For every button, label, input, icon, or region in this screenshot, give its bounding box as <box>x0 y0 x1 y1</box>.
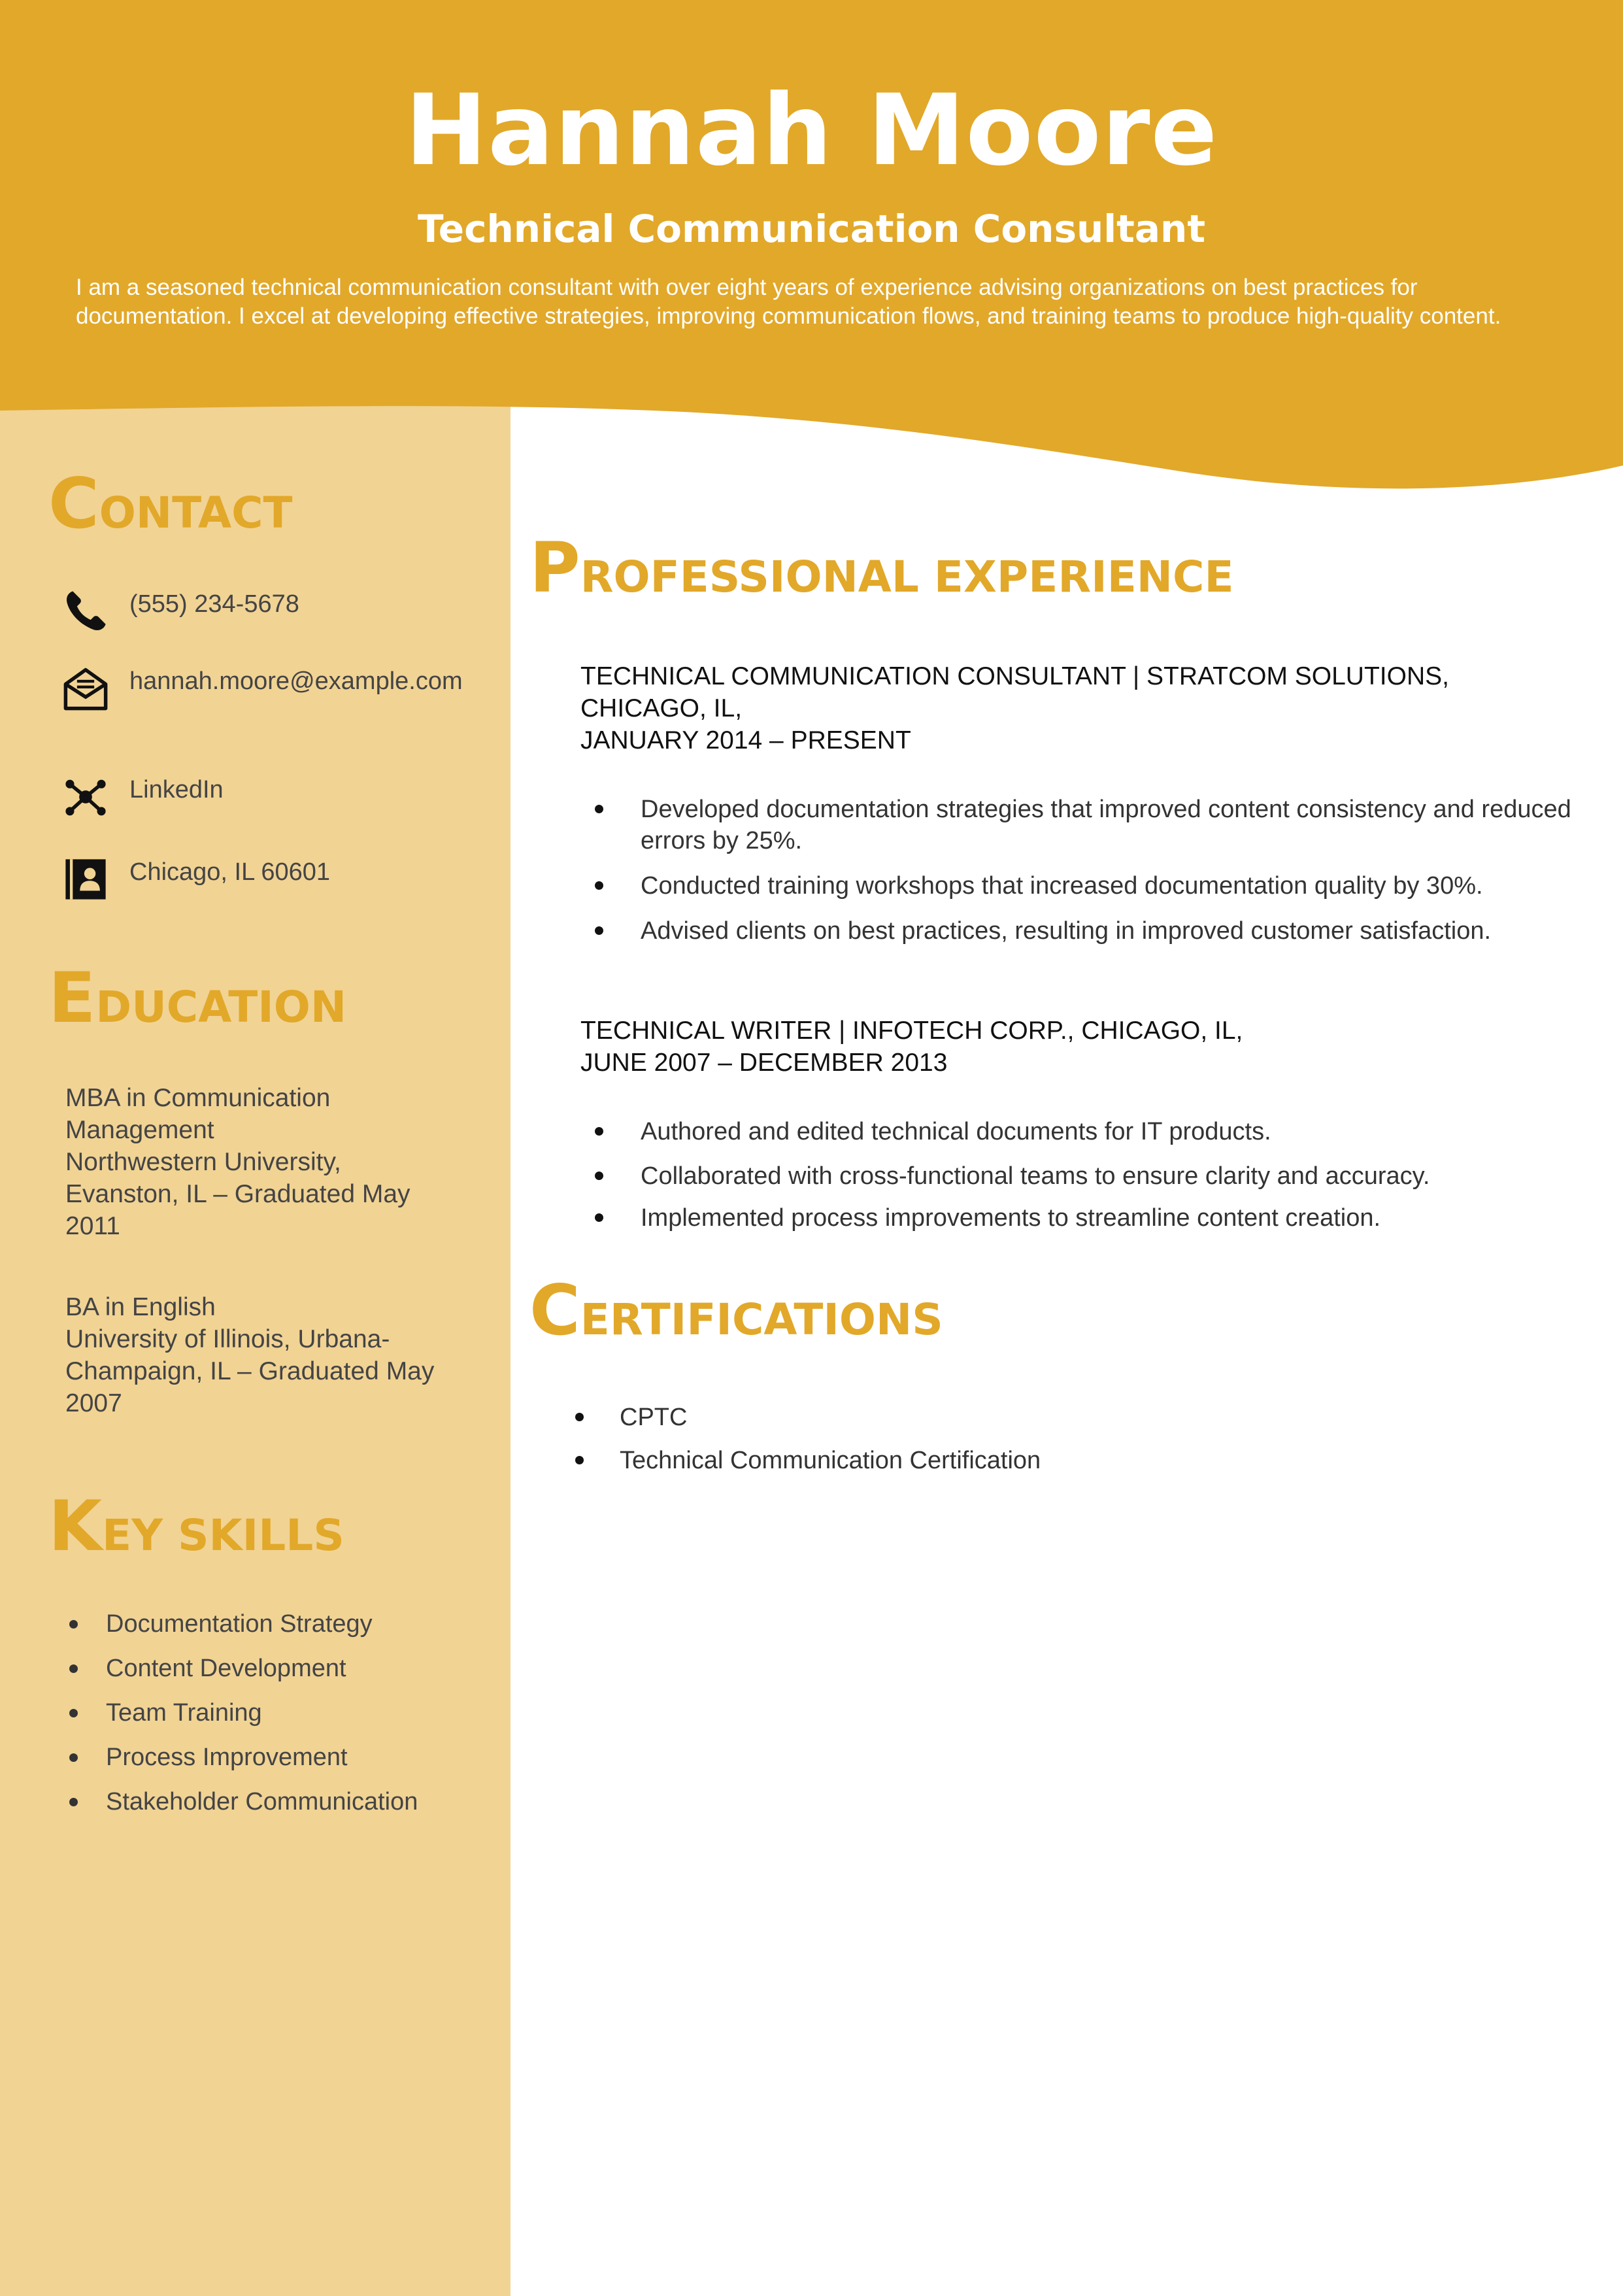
mail-icon <box>63 666 109 711</box>
list-item: CPTC <box>561 1402 1541 1433</box>
skills-list <box>65 1608 497 1831</box>
candidate-name: Hannah Moore <box>405 74 1218 188</box>
job-header <box>580 660 1509 756</box>
skills-heading: KEY SKILLS <box>48 1486 344 1566</box>
education-heading: EDUCATION <box>48 958 347 1038</box>
education-school: Northwestern University, Evanston, IL – Graduated May 2011 <box>65 1148 410 1240</box>
job-title-line: TECHNICAL COMMUNICATION CONSULTANT | STRATCOM SOLUTIONS, CHICAGO, IL, <box>580 662 1449 722</box>
contact-heading: CONTACT <box>48 464 293 544</box>
contact-phone-text: (555) 234-5678 <box>129 590 299 618</box>
experience-heading: PROFESSIONAL EXPERIENCE <box>529 528 1234 608</box>
contact-linkedin-text: LinkedIn <box>129 776 224 803</box>
list-item: Team Training <box>65 1697 497 1729</box>
list-item: Technical Communication Certification <box>561 1445 1541 1476</box>
contact-email-text: hannah.moore@example.com <box>129 667 463 695</box>
education-entry <box>65 1291 471 1419</box>
contact-linkedin <box>63 774 481 833</box>
job-bullets <box>580 794 1574 960</box>
list-item: Developed documentation strategies that improved content consistency and reduced errors by 25%. <box>580 794 1574 856</box>
network-icon <box>63 774 109 820</box>
education-school: University of Illinois, Urbana-Champaign, IL – Graduated May 2007 <box>65 1325 435 1417</box>
candidate-title: Technical Communication Consultant <box>417 207 1206 251</box>
list-item: Advised clients on best practices, resulting in improved customer satisfaction. <box>580 915 1574 947</box>
list-item: Stakeholder Communication <box>65 1786 497 1817</box>
list-item: Content Development <box>65 1653 497 1684</box>
certifications-heading: CERTIFICATIONS <box>529 1270 943 1351</box>
list-item: Process Improvement <box>65 1742 497 1773</box>
contact-email <box>63 666 481 724</box>
education-degree: BA in English <box>65 1293 216 1321</box>
list-item: Conducted training workshops that increased documentation quality by 30%. <box>580 870 1574 902</box>
contact-location-text: Chicago, IL 60601 <box>129 858 331 886</box>
certifications-list <box>561 1402 1541 1490</box>
education-entry <box>65 1082 431 1242</box>
contact-location <box>63 856 481 915</box>
list-item: Collaborated with cross-functional teams to ensure clarity and accuracy. <box>580 1160 1574 1192</box>
job-bullets <box>580 1116 1574 1247</box>
list-item: Authored and edited technical documents for IT products. <box>580 1116 1574 1147</box>
job-dates: JUNE 2007 – DECEMBER 2013 <box>580 1049 948 1077</box>
phone-icon <box>63 588 109 634</box>
header <box>0 0 1623 392</box>
address-card-icon <box>63 856 109 902</box>
education-degree: MBA in Communication Management <box>65 1084 331 1144</box>
job-title-line: TECHNICAL WRITER | INFOTECH CORP., CHICAGO, IL, <box>580 1017 1243 1045</box>
profile-summary: I am a seasoned technical communication consultant with over eight years of experience advising organizations on best practices for documentation. I excel at developing effective strategies, improving communication flows, and training teams to produce high-quality content. <box>76 275 1501 329</box>
list-item: Documentation Strategy <box>65 1608 497 1640</box>
job-header <box>580 1015 1561 1079</box>
job-dates: JANUARY 2014 – PRESENT <box>580 726 911 754</box>
contact-phone <box>63 588 481 647</box>
list-item: Implemented process improvements to streamline content creation. <box>580 1202 1574 1234</box>
